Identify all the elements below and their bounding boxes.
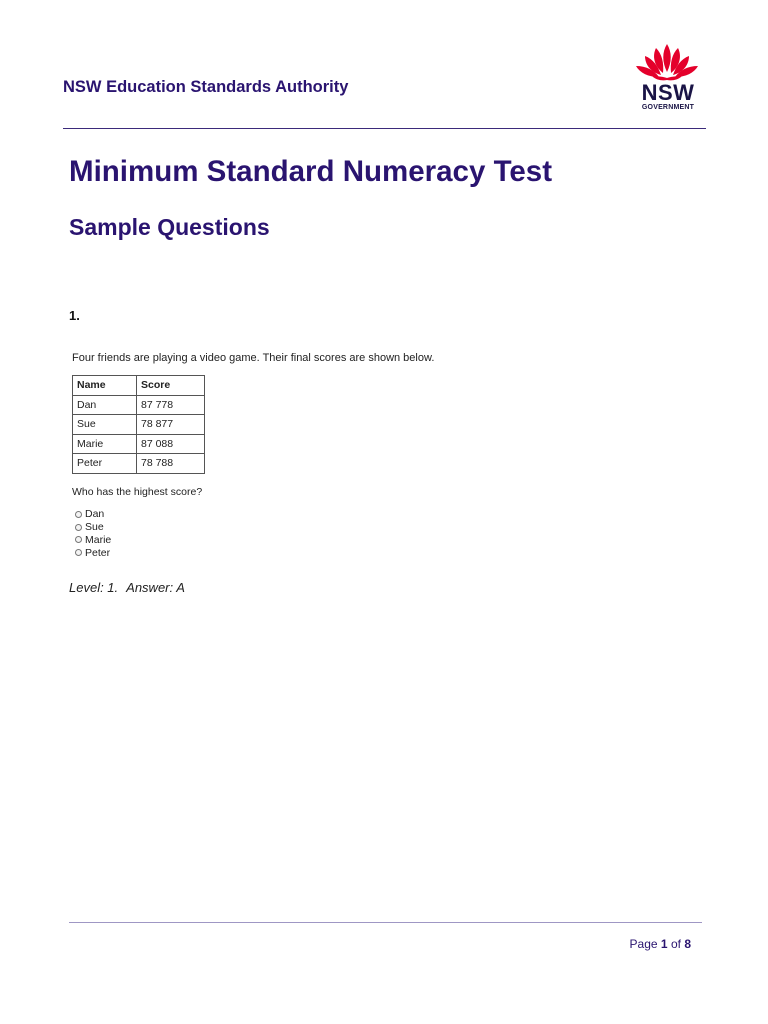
column-header-name: Name [73, 376, 137, 396]
answer-options [75, 508, 111, 559]
option-label: Dan [85, 508, 105, 521]
table-cell-name: Sue [73, 415, 137, 435]
org-name: NSW Education Standards Authority [63, 78, 349, 96]
column-header-score: Score [137, 376, 205, 396]
option-label: Marie [85, 533, 112, 546]
logo-wordmark: NSW [641, 80, 695, 105]
table-cell-score: 78 788 [137, 454, 205, 474]
question-intro: Four friends are playing a video game. Their final scores are shown below. [72, 352, 435, 364]
page-of: of [670, 937, 681, 951]
radio-button-icon[interactable] [75, 536, 82, 543]
footer-divider [69, 922, 702, 923]
scores-table [72, 375, 205, 474]
table-row [73, 434, 205, 454]
page-title: Minimum Standard Numeracy Test [69, 155, 553, 188]
option-sue[interactable] [75, 521, 111, 534]
question-prompt: Who has the highest score? [72, 486, 203, 498]
option-label: Peter [85, 546, 111, 559]
header-divider [63, 128, 706, 129]
page-label: Page [629, 937, 658, 951]
table-cell-name: Dan [73, 395, 137, 415]
page-current: 1 [660, 937, 668, 951]
logo-subtext: GOVERNMENT [641, 104, 695, 111]
option-marie[interactable] [75, 534, 111, 547]
question-number: 1. [69, 308, 80, 323]
page-total: 8 [684, 937, 691, 951]
table-cell-score: 87 088 [137, 434, 205, 454]
table-cell-name: Peter [73, 454, 137, 474]
answer-text: Answer: A [126, 580, 185, 595]
table-cell-name: Marie [73, 434, 137, 454]
page-indicator [630, 937, 691, 951]
page-subtitle: Sample Questions [69, 214, 270, 240]
table-row [73, 415, 205, 435]
level-answer-line [69, 580, 185, 595]
radio-button-icon[interactable] [75, 524, 82, 531]
radio-button-icon[interactable] [75, 549, 82, 556]
table-row [73, 454, 205, 474]
table-row [73, 395, 205, 415]
table-header-row [73, 376, 205, 396]
table-cell-score: 78 877 [137, 415, 205, 435]
radio-button-icon[interactable] [75, 511, 82, 518]
level-text: Level: 1. [69, 580, 119, 595]
table-cell-score: 87 778 [137, 395, 205, 415]
option-label: Sue [85, 521, 104, 534]
option-peter[interactable] [75, 546, 111, 559]
option-dan[interactable] [75, 508, 111, 521]
